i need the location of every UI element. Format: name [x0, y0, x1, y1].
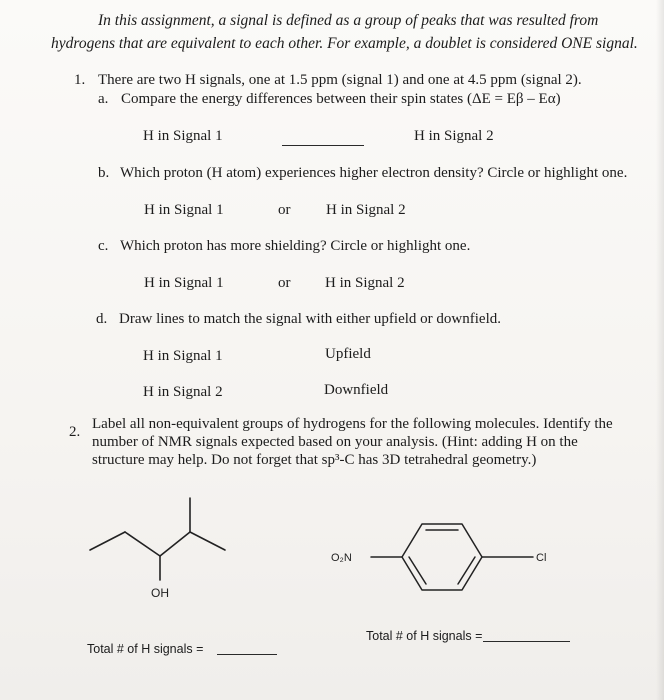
q2-line-1: Label all non-equivalent groups of hydrogens for the following molecules. Identify the	[92, 416, 613, 432]
q1c-letter: c.	[98, 238, 109, 254]
benzene-double-bond	[409, 557, 426, 584]
molecule-1-structure[interactable]	[80, 490, 260, 615]
q1a-left-option: H in Signal 1	[143, 128, 223, 144]
q2-line-2: number of NMR signals expected based on your analysis. (Hint: adding H on the	[92, 434, 578, 450]
q1d-row2-right[interactable]: Downfield	[324, 382, 389, 398]
q1c-left-option[interactable]: H in Signal 1	[144, 275, 224, 291]
q1c-text: Which proton has more shielding? Circle or highlight one.	[120, 238, 471, 254]
q1d-letter: d.	[96, 311, 108, 327]
molecule-2-structure[interactable]	[330, 510, 560, 600]
q1b-text: Which proton (H atom) experiences higher electron density? Circle or highlight one.	[120, 165, 628, 181]
intro-line-2: hydrogens that are equivalent to each other. For example, a doublet is considered ONE signal.	[51, 35, 638, 52]
q1a-right-option: H in Signal 2	[414, 128, 494, 144]
molecule-2-total-label: Total # of H signals =	[366, 629, 483, 643]
molecule-1-total-label: Total # of H signals =	[87, 642, 204, 656]
q1c-or: or	[278, 275, 291, 291]
q1d-text: Draw lines to match the signal with either upfield or downfield.	[119, 311, 501, 327]
molecule-1-bond	[125, 532, 160, 556]
q1-number: 1.	[74, 72, 86, 88]
molecule-1-total-blank[interactable]	[217, 654, 277, 655]
q1b-left-option[interactable]: H in Signal 1	[144, 202, 224, 218]
molecule-1-bond	[160, 532, 190, 556]
q1b-or: or	[278, 202, 291, 218]
molecule-2-no2-label: O₂N	[331, 552, 352, 564]
q1b-letter: b.	[98, 165, 110, 181]
q2-number: 2.	[69, 424, 81, 440]
molecule-1-bond	[190, 532, 225, 550]
q1c-right-option[interactable]: H in Signal 2	[325, 275, 405, 291]
q1a-text: Compare the energy differences between their spin states (ΔE = Eβ – Eα)	[121, 91, 561, 107]
molecule-2-cl-label: Cl	[536, 552, 547, 564]
molecule-1-bond	[90, 532, 125, 550]
q1d-row1-left[interactable]: H in Signal 1	[143, 348, 223, 364]
q1a-answer-blank[interactable]	[282, 145, 364, 146]
q1a-letter: a.	[98, 91, 109, 107]
molecule-2-total-blank[interactable]	[483, 641, 570, 642]
q1-text: There are two H signals, one at 1.5 ppm (signal 1) and one at 4.5 ppm (signal 2).	[98, 72, 582, 88]
q1d-row1-right[interactable]: Upfield	[325, 346, 371, 362]
intro-line-1: In this assignment, a signal is defined as a group of peaks that was resulted from	[98, 12, 599, 29]
page-edge-shadow	[656, 0, 664, 700]
q1b-right-option[interactable]: H in Signal 2	[326, 202, 406, 218]
q2-line-3: structure may help. Do not forget that sp³-C has 3D tetrahedral geometry.)	[92, 452, 537, 468]
benzene-double-bond	[458, 557, 475, 584]
q1d-row2-left[interactable]: H in Signal 2	[143, 384, 223, 400]
molecule-1-oh-label: OH	[151, 586, 169, 600]
benzene-ring	[402, 524, 482, 590]
